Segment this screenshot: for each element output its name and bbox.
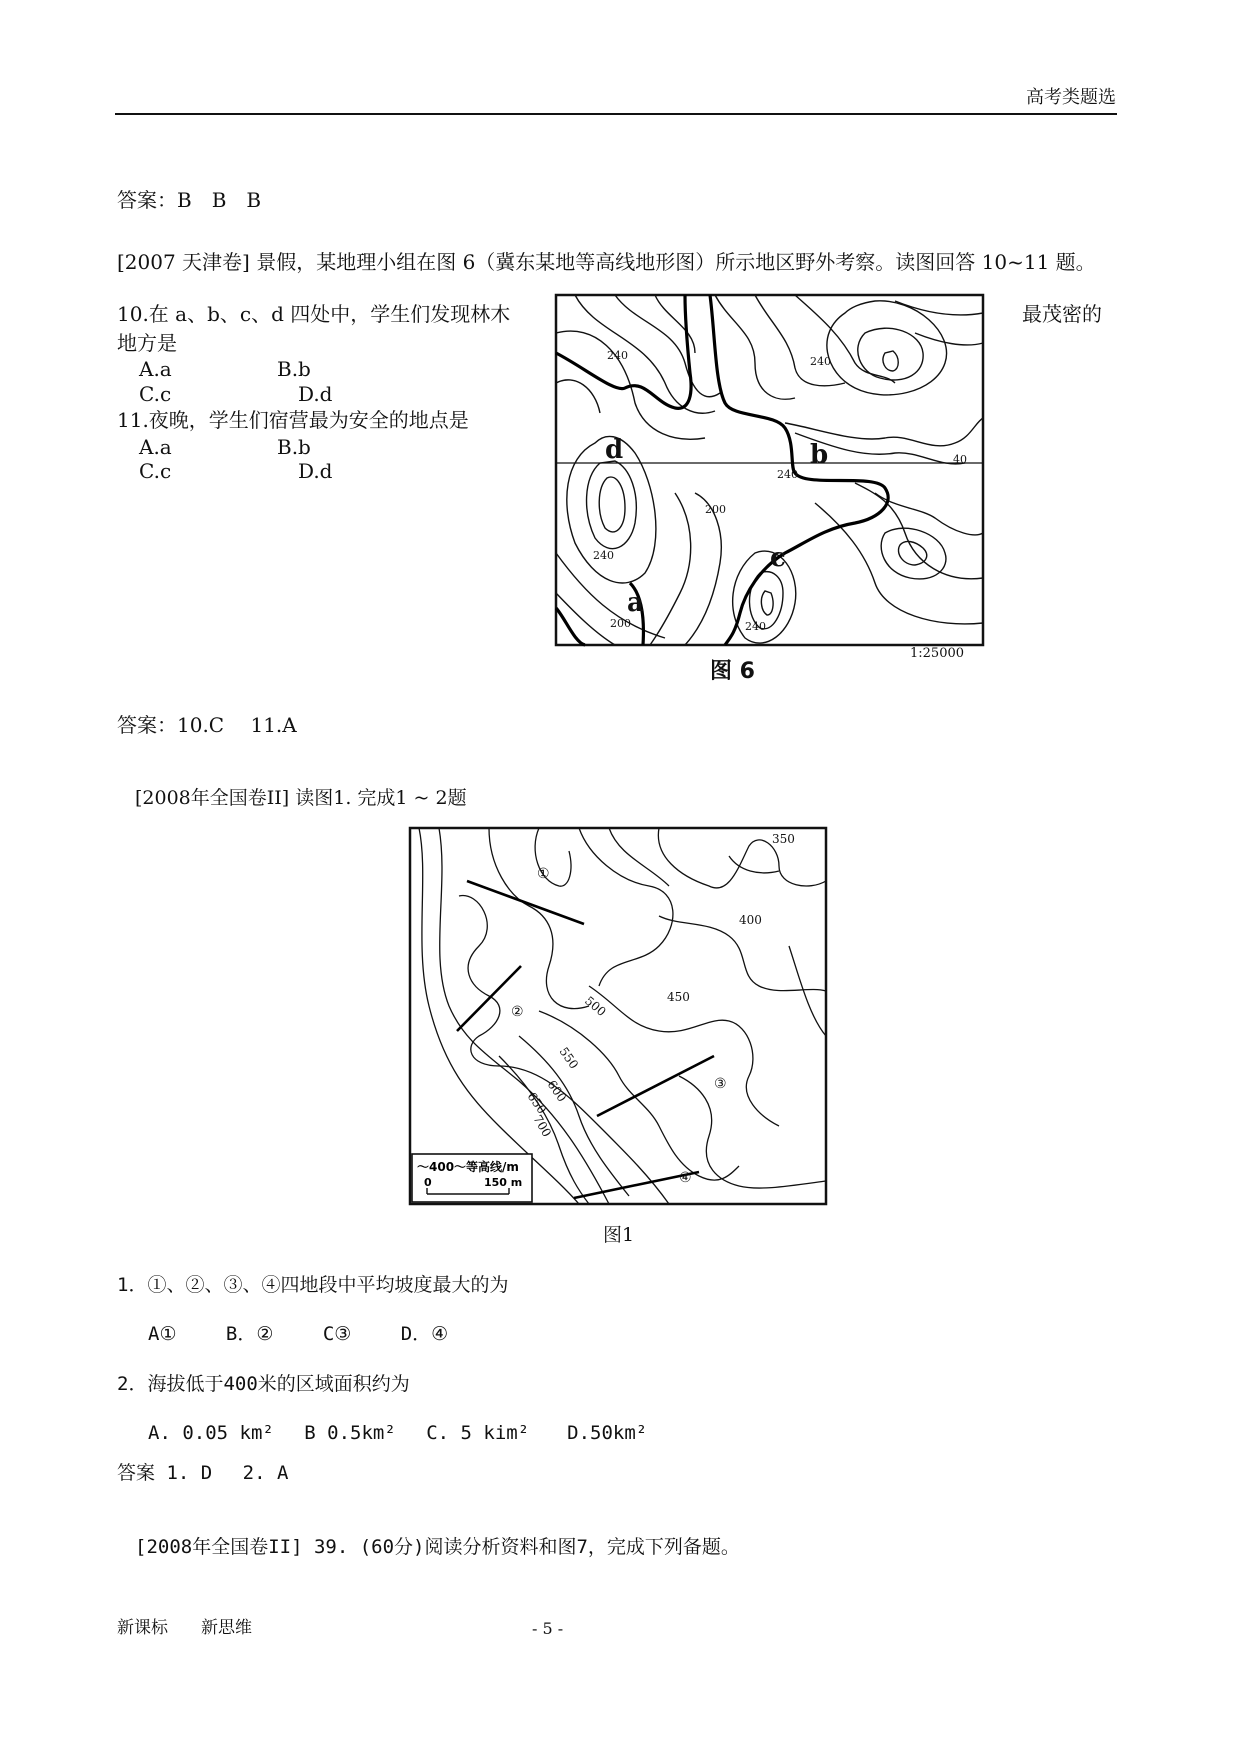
q10-option-b: B.b: [277, 357, 311, 381]
q10-option-c: C.c: [139, 382, 172, 406]
q39-intro: [2008年全国卷II] 39. (60分)阅读分析资料和图7，完成下列备题。: [135, 1536, 740, 1558]
fig1-marker-2: ②: [511, 1004, 524, 1020]
q11-option-b: B.b: [277, 435, 311, 459]
q10-line2: 地方是: [117, 331, 177, 355]
fig6-contours: [556, 295, 983, 645]
fig6-label-c: c: [770, 543, 786, 573]
q10-line1: 10.在 a、b、c、d 四处中，学生们发现林木: [117, 302, 511, 326]
fig1-contour-label: 650: [524, 1089, 550, 1117]
figure-1-contour-map: [409, 826, 829, 1201]
fig1-contour-label: 400: [739, 913, 762, 927]
fig6-contour-label: 240: [593, 549, 614, 562]
figure-6-contour-map: [555, 293, 985, 688]
fig6-scale: 1:25000: [910, 646, 965, 661]
fig6-index-contours: [556, 295, 888, 645]
fig1-contour-label: 500: [582, 993, 609, 1020]
q11-option-a: A.a: [139, 435, 172, 459]
q1-options: A① B．② C③ D．④: [148, 1323, 449, 1345]
fig1-contours: [419, 828, 826, 1204]
fig6-label-d: d: [605, 435, 624, 465]
fig6-contour-label: 240: [777, 468, 798, 481]
tianjin-answer: 答案：10.C 11.A: [117, 713, 297, 737]
fig1-scale-zero: 0: [424, 1176, 432, 1189]
fig1-contour-label: 550: [556, 1044, 582, 1072]
footer-left-1: 新课标: [117, 1618, 168, 1638]
q2-options: A. 0.05 km² B 0.5km² C. 5 kim² D.50km²: [148, 1422, 648, 1444]
q11-option-c: C.c: [139, 459, 172, 483]
header-title: 高考类题选: [1026, 87, 1116, 108]
fig1-marker-3: ③: [714, 1076, 727, 1092]
header-rule: [115, 113, 1117, 115]
fig6-contour-label: 240: [745, 620, 766, 633]
fig1-contour-label: 450: [667, 990, 690, 1004]
fig1-legend: [412, 1154, 532, 1202]
fig1-marker-4: ④: [679, 1170, 692, 1186]
q10-tail: 最茂密的: [1022, 302, 1102, 326]
fig6-caption: 图 6: [710, 659, 755, 684]
q11-text: 11.夜晚，学生们宿营最为安全的地点是: [117, 408, 469, 432]
fig1-caption: 图1: [603, 1224, 635, 1246]
q2-text: 2．海拔低于400米的区域面积约为: [117, 1373, 410, 1395]
fig1-contour-label: 700: [530, 1112, 554, 1140]
fig1-section-lines: [457, 881, 714, 1198]
fig1-contour-label: 600: [544, 1077, 570, 1105]
answer-line-1: 答案：B B B: [117, 188, 262, 212]
q11-option-d: D.d: [298, 459, 333, 483]
fig6-contour-label: 200: [705, 503, 726, 516]
fig6-contour-label: 240: [810, 355, 831, 368]
fig1-scale-len: 150 m: [484, 1176, 523, 1189]
fig1-legend-text: ～400～等高线/m: [417, 1160, 519, 1174]
q1-text: 1．①、②、③、④四地段中平均坡度最大的为: [117, 1274, 509, 1296]
q2008-answer: 答案 1. D 2. A: [117, 1462, 289, 1484]
q10-option-a: A.a: [139, 357, 172, 381]
fig6-contour-label: 240: [607, 349, 628, 362]
fig6-contour-label: 200: [610, 617, 631, 630]
fig6-label-b: b: [810, 440, 829, 470]
fig1-marker-1: ①: [537, 866, 550, 882]
fig6-contour-label: 40: [953, 453, 967, 466]
page-number: - 5 -: [532, 1619, 564, 1638]
q2008-intro: [2008年全国卷II] 读图1. 完成1 ~ 2题: [135, 787, 467, 809]
fig6-label-a: a: [627, 588, 644, 618]
fig1-contour-label: 350: [772, 832, 795, 846]
tianjin-intro: [2007 天津卷] 景假，某地理小组在图 6（冀东某地等高线地形图）所示地区野外考察。读图回答 10~11 题。: [117, 250, 1096, 274]
footer-left-2: 新思维: [201, 1618, 252, 1638]
q10-option-d: D.d: [298, 382, 333, 406]
